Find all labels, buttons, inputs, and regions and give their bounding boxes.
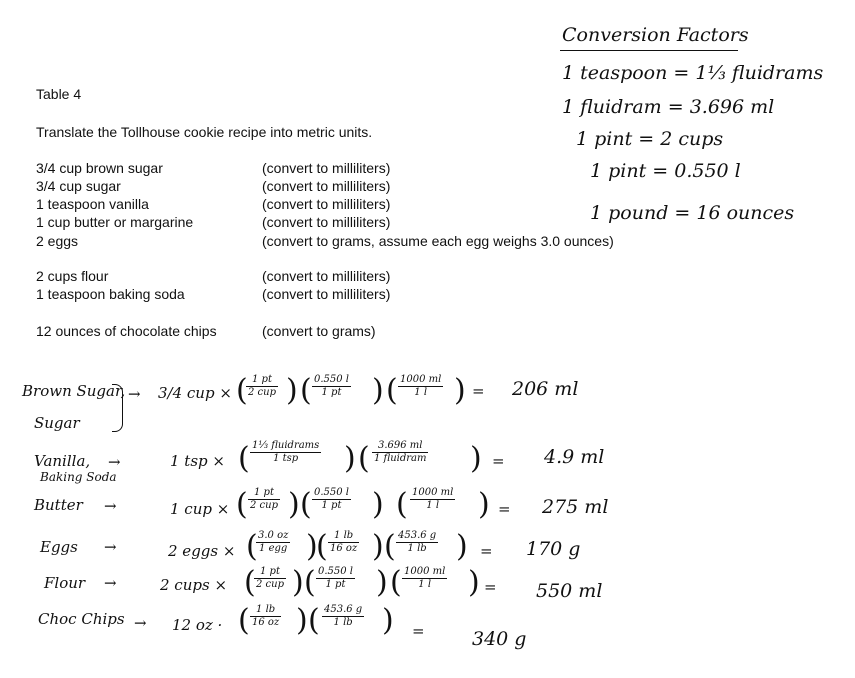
factor-fraction	[316, 566, 355, 591]
factor-fraction	[250, 440, 321, 465]
factor-fraction	[398, 374, 443, 399]
ingredient-note: (convert to milliliters)	[262, 178, 391, 194]
conversion-heading: Conversion Factors	[562, 24, 749, 46]
fraction-denominator: 16 oz	[330, 543, 358, 554]
fraction-numerator: 1000 ml	[404, 566, 446, 577]
close-paren: )	[470, 441, 482, 476]
ingredient-item: 1 teaspoon vanilla	[36, 196, 149, 212]
row-label: Brown Sugar,	[22, 382, 126, 400]
row-quantity: 1 tsp ×	[170, 452, 225, 470]
close-paren: )	[382, 603, 394, 638]
conversion-line: 1 pint = 2 cups	[576, 128, 724, 150]
row-result: 340 g	[472, 628, 527, 650]
fraction-numerator: 3.0 oz	[258, 530, 289, 541]
ingredient-item: 1 teaspoon baking soda	[36, 286, 185, 302]
fraction-numerator: 1 lb	[250, 604, 281, 617]
row-arrow: →	[104, 574, 117, 592]
close-paren: )	[372, 373, 384, 408]
row-arrow: →	[104, 538, 117, 556]
fraction-numerator: 0.550 l	[314, 487, 350, 498]
open-paren: (	[238, 441, 250, 476]
fraction-numerator: 1000 ml	[412, 487, 454, 498]
fraction-numerator: 453.6 g	[398, 530, 437, 541]
heading-underline	[560, 50, 738, 51]
conversion-line: 1 teaspoon = 1⅓ fluidrams	[562, 62, 824, 84]
equals-sign: =	[412, 622, 425, 640]
fraction-denominator: 16 oz	[252, 617, 280, 628]
factor-fraction	[256, 530, 290, 555]
open-paren: (	[358, 441, 370, 476]
fraction-numerator: 0.550 l	[318, 566, 354, 577]
brace-bracket	[112, 384, 123, 432]
row-result: 550 ml	[536, 580, 603, 602]
fraction-denominator: 1 lb	[333, 617, 353, 628]
factor-fraction	[396, 530, 438, 555]
fraction-numerator: 453.6 g	[324, 604, 363, 615]
close-paren: )	[376, 565, 388, 600]
close-paren: )	[468, 565, 480, 600]
factor-fraction	[372, 440, 428, 465]
factor-fraction	[328, 530, 359, 555]
fraction-denominator: 1 l	[418, 579, 432, 590]
open-paren: (	[236, 487, 248, 522]
fraction-denominator: 1 pt	[321, 387, 342, 398]
open-paren: (	[300, 487, 312, 522]
fraction-numerator: 1 pt	[248, 487, 280, 500]
row-result: 170 g	[526, 538, 581, 560]
ingredient-item: 2 cups flour	[36, 268, 109, 284]
fraction-denominator: 1 fluidram	[374, 453, 427, 464]
close-paren: )	[288, 487, 300, 522]
fraction-denominator: 2 cup	[250, 500, 278, 511]
open-paren: (	[384, 529, 396, 564]
conversion-line: 1 pint = 0.550 l	[590, 160, 741, 182]
equals-sign: =	[480, 542, 493, 560]
ingredient-item: 3/4 cup sugar	[36, 178, 121, 194]
row-quantity: 2 cups ×	[160, 576, 228, 594]
row-quantity: 3/4 cup ×	[158, 384, 232, 402]
fraction-numerator: 1 pt	[246, 374, 278, 387]
equals-sign: =	[472, 382, 485, 400]
ingredient-note: (convert to milliliters)	[262, 196, 391, 212]
ingredient-item: 3/4 cup brown sugar	[36, 160, 163, 176]
row-result: 4.9 ml	[544, 446, 605, 468]
fraction-denominator: 1 egg	[259, 543, 288, 554]
close-paren: )	[456, 529, 468, 564]
fraction-numerator: 0.550 l	[314, 374, 350, 385]
factor-fraction	[246, 374, 278, 399]
instruction-text: Translate the Tollhouse cookie recipe into metric units.	[36, 124, 373, 140]
row-label: Flour	[44, 574, 86, 592]
factor-fraction	[322, 604, 364, 629]
ingredient-item: 2 eggs	[36, 233, 79, 249]
fraction-denominator: 1 tsp	[273, 453, 299, 464]
fraction-denominator: 1 l	[426, 500, 440, 511]
close-paren: )	[344, 441, 356, 476]
factor-fraction	[410, 487, 455, 512]
close-paren: )	[306, 529, 318, 564]
fraction-denominator: 2 cup	[256, 579, 284, 590]
close-paren: )	[286, 373, 298, 408]
ingredient-note: (convert to grams, assume each egg weighs 3.0 ounces)	[262, 233, 614, 249]
open-paren: (	[238, 603, 250, 638]
factor-fraction	[254, 566, 286, 591]
row-label: Butter	[34, 496, 83, 514]
open-paren: (	[396, 487, 408, 522]
fraction-denominator: 1 pt	[321, 500, 342, 511]
close-paren: )	[454, 373, 466, 408]
factor-fraction	[312, 374, 351, 399]
row-arrow: →	[108, 453, 121, 471]
fraction-numerator: 3.696 ml	[372, 440, 428, 453]
ingredient-note: (convert to milliliters)	[262, 160, 391, 176]
conversion-line: 1 fluidram = 3.696 ml	[562, 96, 775, 118]
row-quantity: 1 cup ×	[170, 500, 230, 518]
row-result: 275 ml	[542, 496, 609, 518]
open-paren: (	[316, 529, 328, 564]
row-label: Vanilla,	[34, 452, 91, 470]
fraction-denominator: 1 lb	[407, 543, 427, 554]
row-label: Eggs	[40, 538, 78, 556]
fraction-numerator: 1 lb	[328, 530, 359, 543]
close-paren: )	[372, 487, 384, 522]
open-paren: (	[390, 565, 402, 600]
equals-sign: =	[492, 452, 505, 470]
row-quantity: 12 oz ·	[172, 616, 223, 634]
row-label: Sugar	[34, 414, 80, 432]
open-paren: (	[236, 373, 248, 408]
ingredient-item: 1 cup butter or margarine	[36, 214, 194, 230]
row-arrow: →	[134, 614, 147, 632]
ingredient-note: (convert to grams)	[262, 323, 376, 339]
factor-fraction	[248, 487, 280, 512]
row-arrow: →	[104, 497, 117, 515]
ingredient-note: (convert to milliliters)	[262, 286, 391, 302]
open-paren: (	[300, 373, 312, 408]
equals-sign: =	[498, 500, 511, 518]
row-result: 206 ml	[512, 378, 579, 400]
fraction-numerator: 1 pt	[254, 566, 286, 579]
open-paren: (	[246, 529, 258, 564]
open-paren: (	[244, 565, 256, 600]
close-paren: )	[292, 565, 304, 600]
factor-fraction	[312, 487, 351, 512]
row-arrow: →	[128, 385, 141, 403]
fraction-denominator: 2 cup	[248, 387, 276, 398]
close-paren: )	[296, 603, 308, 638]
row-quantity: 2 eggs ×	[168, 542, 236, 560]
close-paren: )	[372, 529, 384, 564]
close-paren: )	[478, 487, 490, 522]
fraction-denominator: 1 l	[414, 387, 428, 398]
fraction-denominator: 1 pt	[325, 579, 346, 590]
conversion-line: 1 pound = 16 ounces	[590, 202, 795, 224]
row-label: Baking Soda	[40, 470, 117, 484]
factor-fraction	[250, 604, 281, 629]
open-paren: (	[386, 373, 398, 408]
table-label: Table 4	[36, 86, 82, 102]
fraction-numerator: 1000 ml	[400, 374, 442, 385]
factor-fraction	[402, 566, 447, 591]
open-paren: (	[308, 603, 320, 638]
equals-sign: =	[484, 578, 497, 596]
open-paren: (	[304, 565, 316, 600]
ingredient-item: 12 ounces of chocolate chips	[36, 323, 217, 339]
row-label: Choc Chips	[38, 610, 125, 628]
fraction-numerator: 1⅓ fluidrams	[252, 440, 320, 451]
ingredient-note: (convert to milliliters)	[262, 268, 391, 284]
ingredient-note: (convert to milliliters)	[262, 214, 391, 230]
